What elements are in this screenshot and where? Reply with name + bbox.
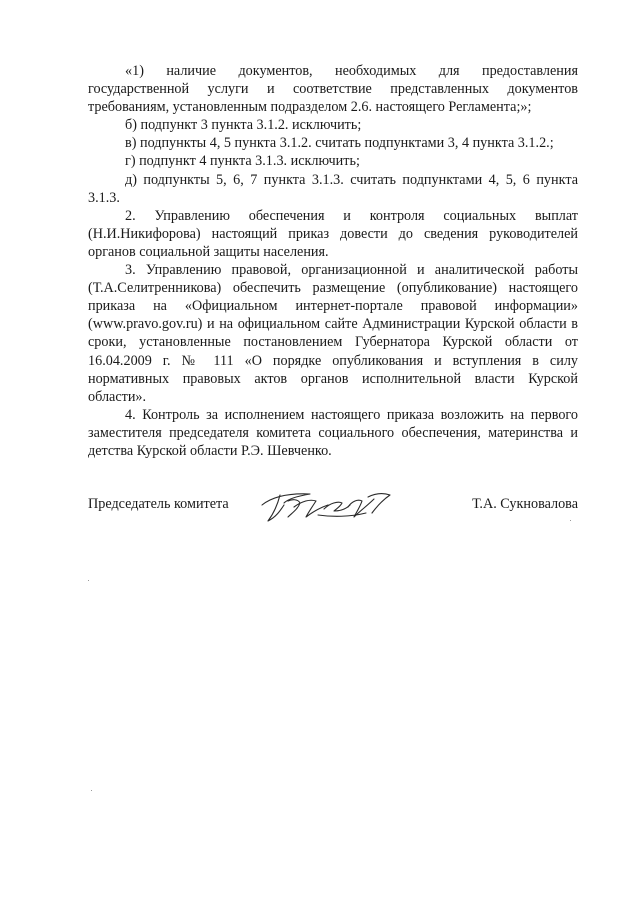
scan-speck: [91, 790, 92, 791]
paragraph-item-g: г) подпункт 4 пункта 3.1.3. исключить;: [125, 153, 360, 170]
scan-speck: [570, 520, 571, 521]
paragraph-item-1: «1) наличие документов, необходимых для предоставления государственной услуги и соответствие представленных документов требованиям, установленным подразделом 2.6. настоящего Регламента;»;: [88, 63, 578, 116]
paragraph-clause-3: 3. Управлению правовой, организационной и аналитической работы (Т.А.Селитренникова) обеспечить размещение (опубликование) настоящего приказа на «Официальном интернет-портале правовой информации» (www.pravo.gov.ru) и на официальном сайте Администрации Курской области в сроки, установленные постановлением Губернатора Курской области от 16.04.2009 г. № 111 «О порядке опубликования и вступления в силу нормативных правовых актов органов исполнительной власти Курской области».: [88, 262, 578, 405]
paragraph-item-d: д) подпункты 5, 6, 7 пункта 3.1.3. считать подпунктами 4, 5, 6 пункта 3.1.3.: [88, 171, 578, 206]
paragraph-item-b: б) подпункт 3 пункта 3.1.2. исключить;: [125, 117, 362, 134]
signature-block: [88, 487, 578, 537]
signatory-name: Т.А. Сукновалова: [472, 496, 578, 512]
paragraph-clause-2: 2. Управлению обеспечения и контроля социальных выплат (Н.И.Никифорова) настоящий приказ довести до сведения руководителей органов социальной защиты населения.: [88, 207, 578, 260]
paragraph-clause-4: 4. Контроль за исполнением настоящего приказа возложить на первого заместителя председателя комитета социального обеспечения, материнства и детства Курской области Р.Э. Шевченко.: [88, 406, 578, 459]
document-body: [88, 62, 578, 460]
handwritten-signature: [258, 487, 398, 527]
paragraph-item-v: в) подпункты 4, 5 пункта 3.1.2. считать подпунктами 3, 4 пункта 3.1.2.;: [125, 135, 554, 152]
scan-speck: [88, 580, 89, 581]
signatory-role: Председатель комитета: [88, 496, 229, 512]
